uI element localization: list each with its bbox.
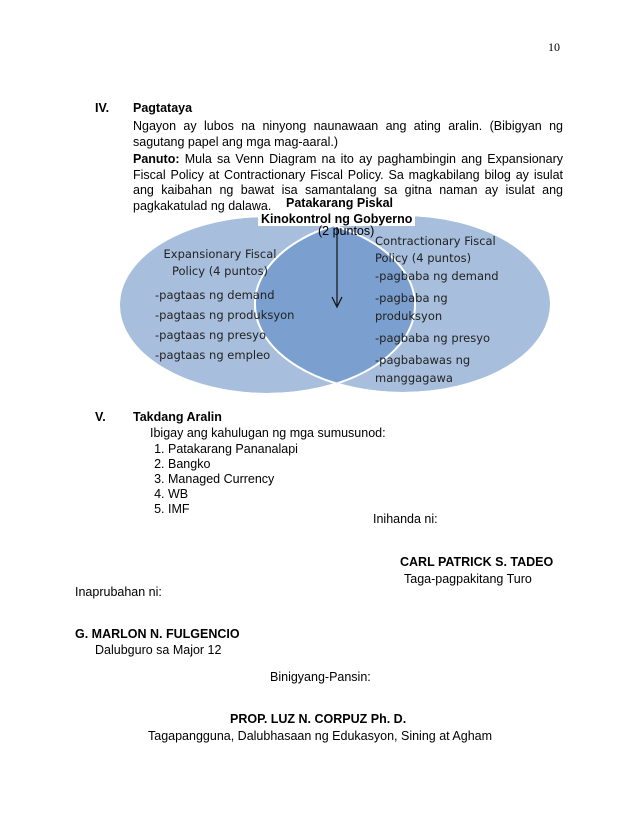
section-v-intro: Ibigay ang kahulugan ng mga sumusunod: <box>150 426 386 440</box>
venn-right-item: -pagbaba ng presyo <box>375 331 491 345</box>
venn-right-item: -pagbabawas ng <box>375 353 471 367</box>
venn-left-item: -pagtaas ng demand <box>155 288 275 302</box>
section-v-heading: Takdang Aralin <box>133 410 222 424</box>
venn-left-title-line1: Expansionary Fiscal <box>163 247 277 261</box>
list-item: 1. Patakarang Pananalapi <box>168 442 298 457</box>
noted-role: Tagapangguna, Dalubhasaan ng Edukasyon, Sining at Agham <box>148 729 493 743</box>
list-item: 4. WB <box>168 487 298 502</box>
venn-right-title <box>375 233 496 267</box>
list-item: 3. Managed Currency <box>168 472 298 487</box>
venn-left-item: -pagtaas ng presyo <box>155 328 266 342</box>
venn-right-item: produksyon <box>375 309 443 323</box>
list-item: 5. IMF <box>168 502 298 517</box>
center-points: (2 puntos) <box>318 224 375 238</box>
noted-label: Binigyang-Pansin: <box>270 670 371 684</box>
prepared-name: CARL PATRICK S. TADEO <box>400 555 554 569</box>
section-v-numeral: V. <box>95 410 106 424</box>
prepared-label: Inihanda ni: <box>373 512 438 526</box>
approved-name: G. MARLON N. FULGENCIO <box>75 627 240 641</box>
assignment-list <box>150 442 298 517</box>
venn-left-title <box>150 246 290 280</box>
venn-left-item: -pagtaas ng produksyon <box>155 308 295 322</box>
approved-label: Inaprubahan ni: <box>75 585 162 599</box>
instruction-label: Panuto: <box>133 152 180 166</box>
page-number: 10 <box>548 40 560 54</box>
venn-right-title-line2: Policy (4 puntos) <box>375 251 472 265</box>
instruction-text: Mula sa Venn Diagram na ito ay paghambingin ang Expansionary Fiscal Policy at Contractionary Fiscal Policy. Sa magkabilang bilog ay isulat ang kaibahan ng bawat isa samantalang sa gitna naman ay isulat ang pagkakatulad ng dalawa. <box>133 152 563 213</box>
venn-right-items <box>375 267 499 387</box>
section-iv-intro: Ngayon ay lubos na ninyong naunawaan ang ating aralin. (Bibigyan ng sagutang papel ang mga mag-aaral.) <box>133 119 563 149</box>
list-item: 2. Bangko <box>168 457 298 472</box>
noted-name: PROP. LUZ N. CORPUZ Ph. D. <box>230 712 407 726</box>
venn-right-item: -pagbaba ng <box>375 291 448 305</box>
venn-left-item: -pagtaas ng empleo <box>155 348 271 362</box>
prepared-role: Taga-pagpakitang Turo <box>404 572 532 586</box>
section-iv-numeral: IV. <box>95 101 110 115</box>
venn-right-item: manggagawa <box>375 371 453 385</box>
venn-right-title-line1: Contractionary Fiscal <box>375 234 496 248</box>
center-label-line2: Kinokontrol ng Gobyerno <box>258 212 415 226</box>
venn-left-title-line2: Policy (4 puntos) <box>171 264 269 278</box>
venn-left-items <box>155 285 294 365</box>
approved-role: Dalubguro sa Major 12 <box>95 643 222 657</box>
center-label-line1: Patakarang Piskal <box>286 196 394 210</box>
venn-right-item: -pagbaba ng demand <box>375 269 499 283</box>
section-iv-heading: Pagtataya <box>133 101 193 115</box>
